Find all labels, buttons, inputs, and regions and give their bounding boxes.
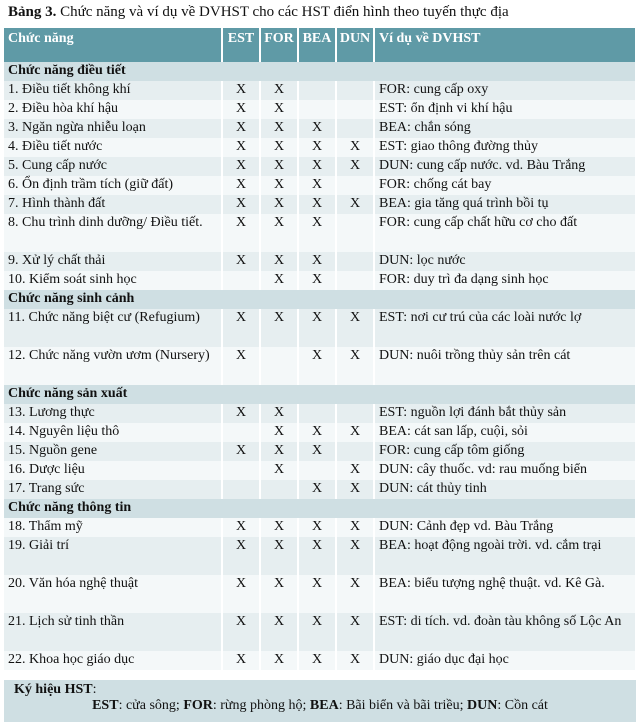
cell-func: 6. Ổn định trầm tích (giữ đất)	[4, 176, 222, 195]
section-row	[4, 499, 636, 518]
cell-func: 5. Cung cấp nước	[4, 157, 222, 176]
cell-bea: X	[298, 575, 336, 613]
cell-est: X	[222, 518, 260, 537]
table-row	[4, 404, 636, 423]
cell-example: FOR: chống cát bay	[374, 176, 636, 195]
table-row	[4, 423, 636, 442]
cell-est	[222, 423, 260, 442]
cell-func: 2. Điều hòa khí hậu	[4, 100, 222, 119]
cell-example: EST: di tích. vd. đoàn tàu không số Lộc An	[374, 613, 636, 651]
caption-prefix: Bảng 3.	[8, 4, 57, 20]
header-row	[4, 28, 636, 62]
cell-for: X	[260, 176, 298, 195]
section-title: Chức năng sản xuất	[4, 385, 636, 404]
cell-dun: X	[336, 651, 374, 670]
cell-dun: X	[336, 309, 374, 347]
cell-dun	[336, 271, 374, 290]
cell-for: X	[260, 195, 298, 214]
cell-dun	[336, 100, 374, 119]
cell-est: X	[222, 537, 260, 575]
table-row	[4, 537, 636, 575]
section-row	[4, 385, 636, 404]
cell-example: BEA: gia tăng quá trình bồi tụ	[374, 195, 636, 214]
table-row	[4, 461, 636, 480]
table-row	[4, 651, 636, 670]
cell-bea	[298, 81, 336, 100]
table-row	[4, 119, 636, 138]
cell-bea: X	[298, 195, 336, 214]
cell-est	[222, 461, 260, 480]
cell-for: X	[260, 461, 298, 480]
cell-func: 16. Dược liệu	[4, 461, 222, 480]
cell-example: DUN: cây thuốc. vd: rau muống biển	[374, 461, 636, 480]
header-dun: DUN	[336, 28, 374, 62]
legend-desc: : Cồn cát	[497, 698, 548, 713]
cell-for: X	[260, 81, 298, 100]
header-function: Chức năng	[4, 28, 222, 62]
cell-example: BEA: hoạt động ngoài trời. vd. cắm trại	[374, 537, 636, 575]
cell-for: X	[260, 537, 298, 575]
section-row	[4, 62, 636, 81]
table-row	[4, 309, 636, 347]
table-row	[4, 271, 636, 290]
table-body	[4, 62, 636, 670]
section-row	[4, 290, 636, 309]
table-row	[4, 442, 636, 461]
table-row	[4, 138, 636, 157]
table-row	[4, 100, 636, 119]
legend-title-suffix: :	[92, 682, 97, 697]
cell-est: X	[222, 651, 260, 670]
cell-dun: X	[336, 480, 374, 499]
legend-code: BEA	[309, 698, 339, 713]
cell-example: FOR: cung cấp oxy	[374, 81, 636, 100]
cell-bea	[298, 100, 336, 119]
cell-bea: X	[298, 442, 336, 461]
cell-example: BEA: chắn sóng	[374, 119, 636, 138]
cell-example: EST: nơi cư trú của các loài nước lợ	[374, 309, 636, 347]
table-row	[4, 613, 636, 651]
cell-for	[260, 347, 298, 385]
cell-for	[260, 480, 298, 499]
legend-desc: : rừng phòng hộ;	[212, 698, 310, 713]
cell-example: DUN: giáo dục đại học	[374, 651, 636, 670]
table-row	[4, 81, 636, 100]
cell-est: X	[222, 138, 260, 157]
cell-for: X	[260, 214, 298, 252]
cell-dun: X	[336, 575, 374, 613]
cell-est: X	[222, 100, 260, 119]
cell-bea: X	[298, 138, 336, 157]
cell-for: X	[260, 518, 298, 537]
cell-dun	[336, 81, 374, 100]
cell-example: DUN: lọc nước	[374, 252, 636, 271]
cell-dun	[336, 252, 374, 271]
cell-example: DUN: cung cấp nước. vd. Bàu Trắng	[374, 157, 636, 176]
cell-bea: X	[298, 347, 336, 385]
cell-bea: X	[298, 651, 336, 670]
cell-dun	[336, 176, 374, 195]
table-row	[4, 157, 636, 176]
table-row	[4, 252, 636, 271]
cell-dun: X	[336, 518, 374, 537]
cell-est: X	[222, 81, 260, 100]
cell-bea	[298, 461, 336, 480]
cell-func: 10. Kiểm soát sinh học	[4, 271, 222, 290]
table-row	[4, 347, 636, 385]
cell-for: X	[260, 575, 298, 613]
header-example: Ví dụ về DVHST	[374, 28, 636, 62]
cell-for: X	[260, 613, 298, 651]
cell-bea: X	[298, 176, 336, 195]
cell-for: X	[260, 404, 298, 423]
cell-est	[222, 271, 260, 290]
cell-for: X	[260, 119, 298, 138]
cell-example: EST: ổn định vi khí hậu	[374, 100, 636, 119]
cell-dun	[336, 214, 374, 252]
cell-bea: X	[298, 537, 336, 575]
cell-func: 17. Trang sức	[4, 480, 222, 499]
cell-example: BEA: cát san lấp, cuội, sỏi	[374, 423, 636, 442]
cell-example: EST: nguồn lợi đánh bắt thủy sản	[374, 404, 636, 423]
legend-items	[14, 698, 626, 714]
cell-bea: X	[298, 518, 336, 537]
cell-func: 14. Nguyên liệu thô	[4, 423, 222, 442]
cell-example: FOR: cung cấp tôm giống	[374, 442, 636, 461]
legend-desc: : cửa sông;	[118, 698, 184, 713]
cell-for: X	[260, 442, 298, 461]
legend-code: EST	[92, 698, 119, 713]
cell-for: X	[260, 309, 298, 347]
cell-func: 11. Chức năng biệt cư (Refugium)	[4, 309, 222, 347]
cell-dun: X	[336, 537, 374, 575]
section-title: Chức năng thông tin	[4, 499, 636, 518]
table-row	[4, 575, 636, 613]
cell-est: X	[222, 404, 260, 423]
cell-func: 19. Giải trí	[4, 537, 222, 575]
cell-dun	[336, 442, 374, 461]
cell-func: 22. Khoa học giáo dục	[4, 651, 222, 670]
cell-for: X	[260, 157, 298, 176]
cell-bea: X	[298, 271, 336, 290]
cell-est: X	[222, 309, 260, 347]
legend-desc: : Bãi biển và bãi triều;	[338, 698, 467, 713]
table-caption	[8, 4, 509, 21]
cell-example: DUN: cát thủy tinh	[374, 480, 636, 499]
section-title: Chức năng điều tiết	[4, 62, 636, 81]
cell-func: 13. Lương thực	[4, 404, 222, 423]
cell-example: DUN: Cảnh đẹp vd. Bàu Trắng	[374, 518, 636, 537]
cell-for: X	[260, 252, 298, 271]
cell-dun: X	[336, 461, 374, 480]
cell-example: FOR: cung cấp chất hữu cơ cho đất	[374, 214, 636, 252]
cell-est: X	[222, 195, 260, 214]
table-row	[4, 518, 636, 537]
legend-code: DUN	[467, 698, 498, 713]
cell-est: X	[222, 176, 260, 195]
table-row	[4, 214, 636, 252]
cell-dun: X	[336, 423, 374, 442]
cell-bea	[298, 404, 336, 423]
cell-func: 3. Ngăn ngừa nhiễu loạn	[4, 119, 222, 138]
cell-dun: X	[336, 157, 374, 176]
cell-func: 20. Văn hóa nghệ thuật	[4, 575, 222, 613]
cell-bea: X	[298, 613, 336, 651]
header-for: FOR	[260, 28, 298, 62]
legend-title: Ký hiệu HST	[14, 682, 93, 697]
cell-est: X	[222, 347, 260, 385]
cell-dun: X	[336, 347, 374, 385]
cell-func: 4. Điều tiết nước	[4, 138, 222, 157]
cell-bea: X	[298, 480, 336, 499]
cell-bea: X	[298, 309, 336, 347]
cell-func: 18. Thẩm mỹ	[4, 518, 222, 537]
cell-for: X	[260, 651, 298, 670]
header-bea: BEA	[298, 28, 336, 62]
cell-func: 15. Nguồn gene	[4, 442, 222, 461]
cell-for: X	[260, 138, 298, 157]
cell-bea: X	[298, 423, 336, 442]
cell-est	[222, 480, 260, 499]
cell-for: X	[260, 100, 298, 119]
table-row	[4, 195, 636, 214]
cell-for: X	[260, 271, 298, 290]
cell-est: X	[222, 442, 260, 461]
cell-func: 1. Điều tiết không khí	[4, 81, 222, 100]
cell-dun: X	[336, 613, 374, 651]
cell-func: 8. Chu trình dinh dưỡng/ Điều tiết.	[4, 214, 222, 252]
header-est: EST	[222, 28, 260, 62]
cell-example: FOR: duy trì đa dạng sinh học	[374, 271, 636, 290]
cell-bea: X	[298, 214, 336, 252]
cell-est: X	[222, 613, 260, 651]
cell-bea: X	[298, 252, 336, 271]
table-row	[4, 480, 636, 499]
legend-box	[4, 680, 636, 722]
cell-dun: X	[336, 138, 374, 157]
cell-est: X	[222, 575, 260, 613]
cell-func: 7. Hình thành đất	[4, 195, 222, 214]
cell-example: EST: giao thông đường thủy	[374, 138, 636, 157]
cell-est: X	[222, 119, 260, 138]
caption-text: Chức năng và ví dụ về DVHST cho các HST điển hình theo tuyến thực địa	[56, 4, 509, 20]
cell-for: X	[260, 423, 298, 442]
cell-est: X	[222, 252, 260, 271]
cell-dun	[336, 119, 374, 138]
cell-example: DUN: nuôi trồng thủy sản trên cát	[374, 347, 636, 385]
cell-example: BEA: biểu tượng nghệ thuật. vd. Kê Gà.	[374, 575, 636, 613]
cell-dun	[336, 404, 374, 423]
cell-func: 12. Chức năng vườn ươm (Nursery)	[4, 347, 222, 385]
services-table	[4, 28, 637, 670]
cell-est: X	[222, 157, 260, 176]
cell-bea: X	[298, 119, 336, 138]
legend-code: FOR	[183, 698, 213, 713]
table-row	[4, 176, 636, 195]
cell-func: 21. Lịch sử tinh thần	[4, 613, 222, 651]
cell-func: 9. Xử lý chất thải	[4, 252, 222, 271]
cell-dun: X	[336, 195, 374, 214]
cell-bea: X	[298, 157, 336, 176]
cell-est: X	[222, 214, 260, 252]
section-title: Chức năng sinh cảnh	[4, 290, 636, 309]
